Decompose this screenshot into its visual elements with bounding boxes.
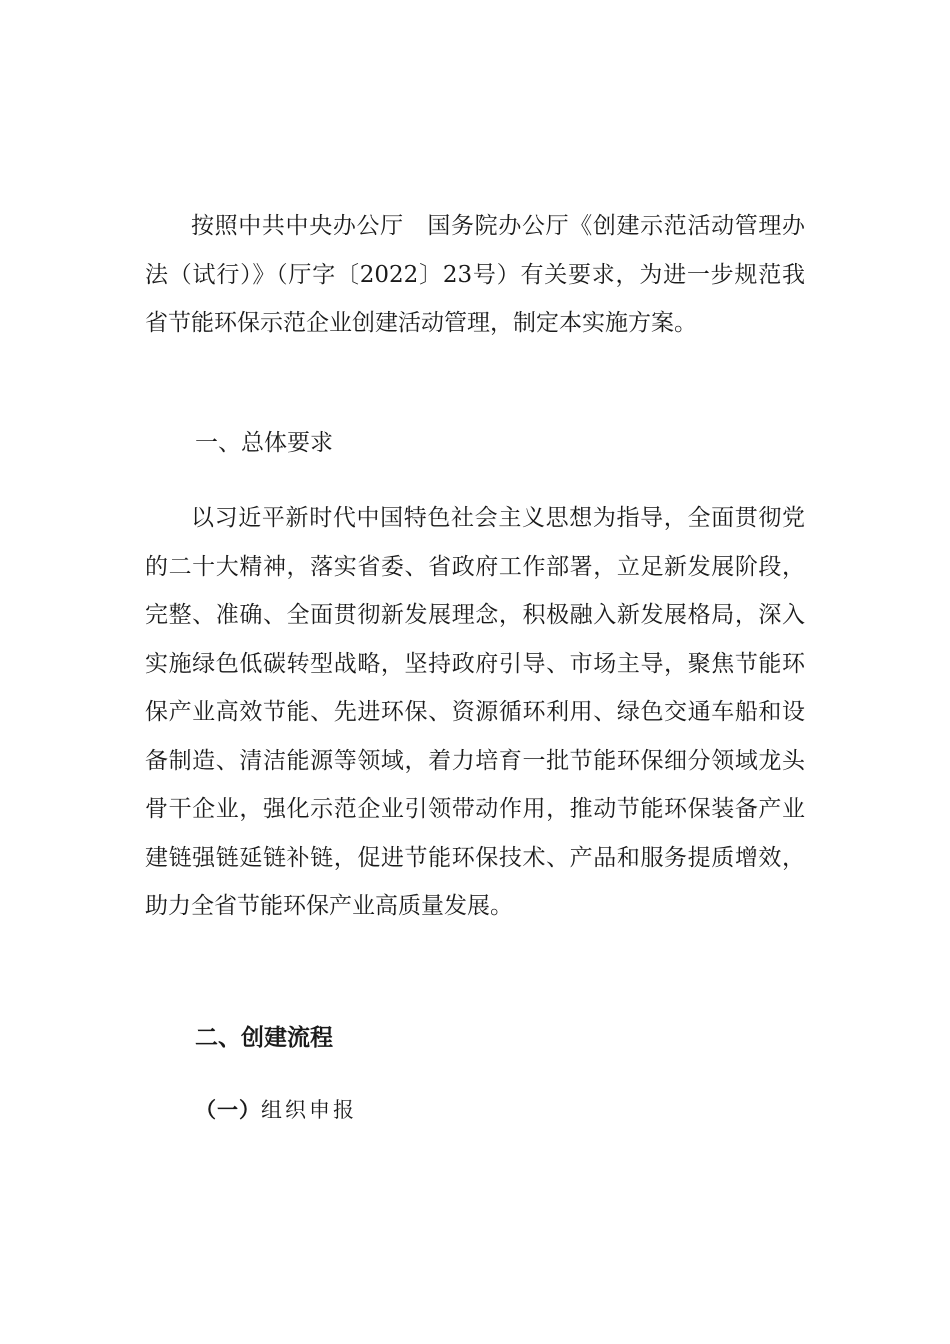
section-heading-general-requirements: 一、总体要求	[195, 430, 333, 456]
subsection-heading-organize-application	[195, 1090, 357, 1130]
general-requirements-paragraph: 以习近平新时代中国特色社会主义思想为指导，全面贯彻党的二十大精神，落实省委、省政府工作部署，立足新发展阶段，完整、准确、全面贯彻新发展理念，积极融入新发展格局，深入实施绿色低碳转型战略，坚持政府引导、市场主导，聚焦节能环保产业高效节能、先进环保、资源循环利用、绿色交通车船和设备制造、清洁能源等领域，着力培育一批节能环保细分领域龙头骨干企业，强化示范企业引领带动作用，推动节能环保装备产业建链强链延链补链，促进节能环保技术、产品和服务提质增效，助力全省节能环保产业高质量发展。	[145, 505, 805, 919]
intro-paragraph: 按照中共中央办公厅 国务院办公厅《创建示范活动管理办法（试行）》（厅字〔2022〕23号）有关要求，为进一步规范我省节能环保示范企业创建活动管理，制定本实施方案。	[145, 213, 805, 336]
section-heading-creation-process: 二、创建流程	[195, 1025, 333, 1051]
subsection-label: 组织申报	[261, 1098, 357, 1122]
subsection-number: （一）	[195, 1098, 261, 1122]
